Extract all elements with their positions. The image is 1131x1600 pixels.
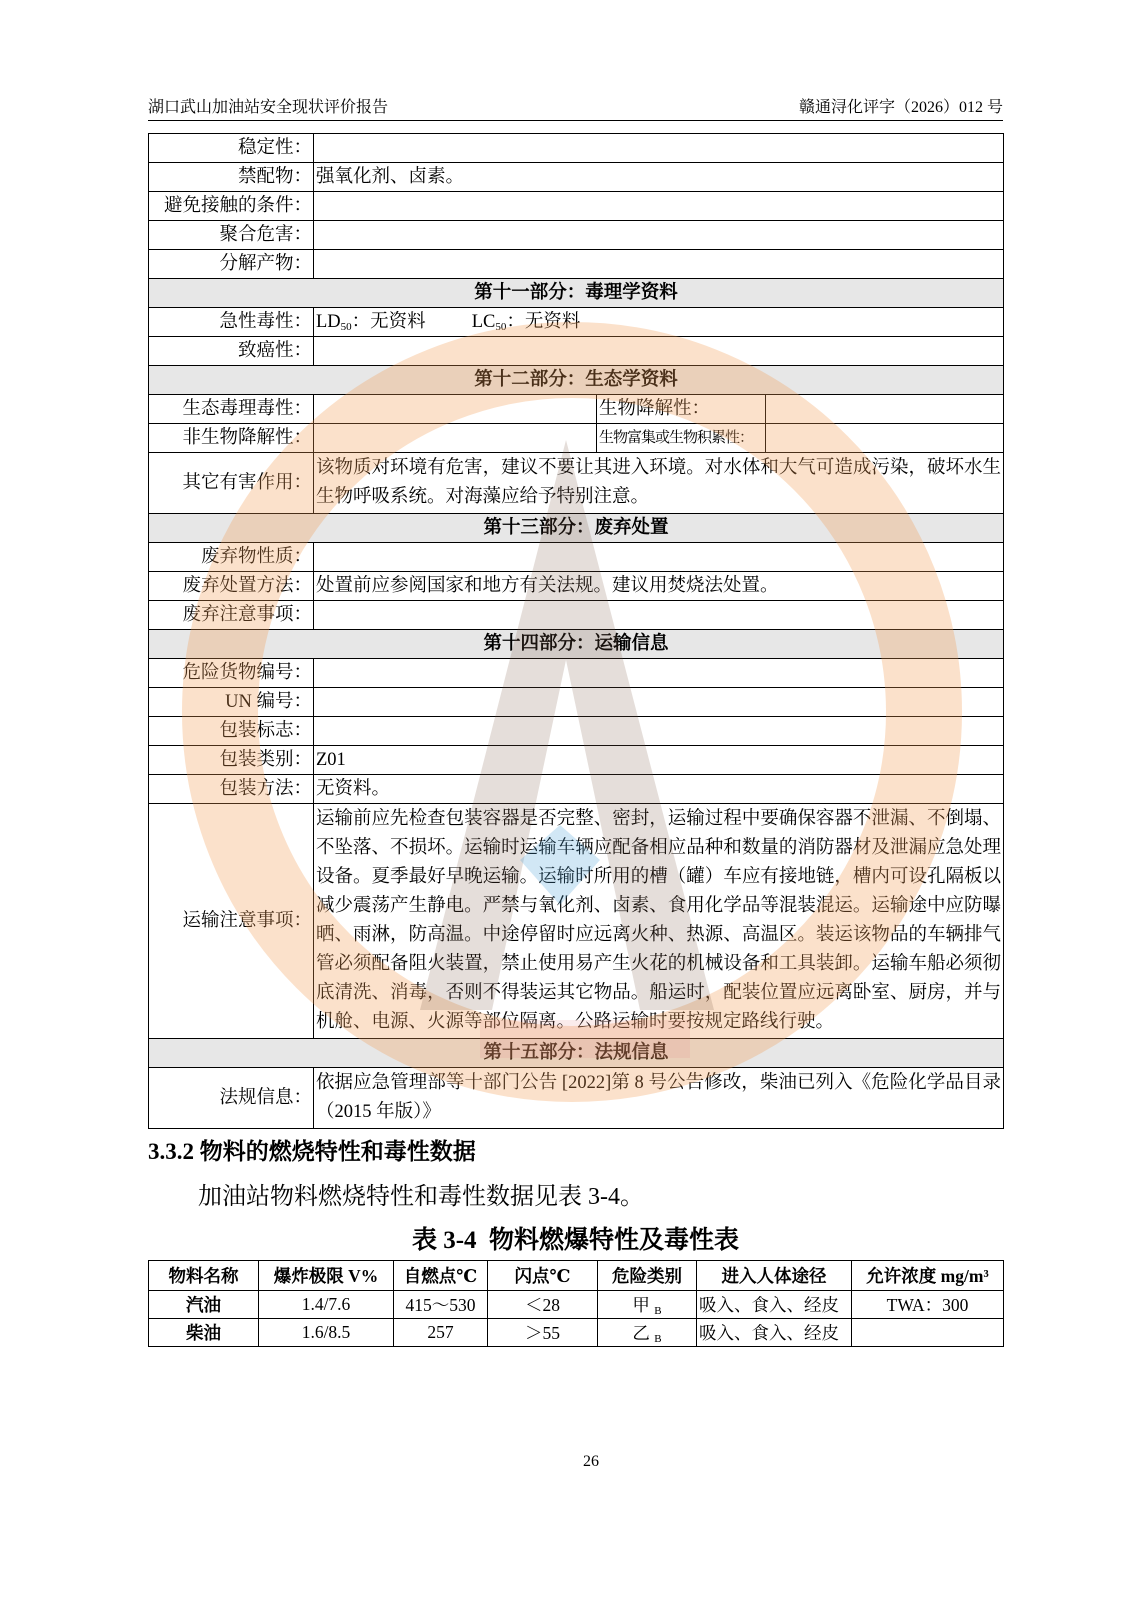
packaging-group-value: Z01	[314, 746, 1004, 775]
stability-label: 稳定性：	[149, 134, 314, 163]
hazard-class-letter: 甲	[632, 1295, 650, 1315]
table-row	[149, 134, 1004, 163]
acute-toxicity-value	[314, 308, 1004, 337]
disposal-method-label: 废弃处置方法：	[149, 572, 314, 601]
table-row	[149, 395, 1004, 424]
col-header-exposure-routes: 进入人体途径	[697, 1261, 852, 1291]
table-row	[149, 717, 1004, 746]
allowable-concentration	[852, 1319, 1004, 1347]
table-row	[149, 601, 1004, 630]
section-11-heading: 第十一部分：毒理学资料	[149, 279, 1004, 308]
exposure-routes: 吸入、食入、经皮	[697, 1291, 852, 1319]
material-name: 汽油	[149, 1291, 259, 1319]
disposal-notes-value	[314, 601, 1004, 630]
table-row	[149, 543, 1004, 572]
report-title: 湖口武山加油站安全现状评价报告	[148, 99, 389, 116]
decomposition-products-label: 分解产物：	[149, 250, 314, 279]
other-effects-label: 其它有害作用：	[149, 453, 314, 514]
stability-value	[314, 134, 1004, 163]
ecotoxicity-label: 生态毒理毒性：	[149, 395, 314, 424]
table-row	[149, 688, 1004, 717]
non-biodegradability-value	[314, 424, 597, 453]
decomposition-products-value	[314, 250, 1004, 279]
section-row	[149, 514, 1004, 543]
table-header-row	[149, 1261, 1004, 1291]
table-row	[149, 572, 1004, 601]
table-row	[149, 1068, 1004, 1129]
table-3-4	[148, 1260, 1004, 1347]
table-caption: 表 3-4 物料燃爆特性及毒性表	[411, 1227, 740, 1254]
carcinogenicity-label: 致癌性：	[149, 337, 314, 366]
lc-value: ：无资料	[506, 311, 581, 332]
table-row	[149, 308, 1004, 337]
waste-nature-value	[314, 543, 1004, 572]
table-row	[149, 453, 1004, 514]
section-12-heading: 第十二部分：生态学资料	[149, 366, 1004, 395]
col-header-hazard-class: 危险类别	[598, 1261, 697, 1291]
carcinogenicity-value	[314, 337, 1004, 366]
non-biodegradability-label: 非生物降解性：	[149, 424, 314, 453]
packaging-group-label: 包装类别：	[149, 746, 314, 775]
disposal-method-value: 处置前应参阅国家和地方有关法规。建议用焚烧法处置。	[314, 572, 1004, 601]
packaging-mark-value	[314, 717, 1004, 746]
flash-point: ＞55	[488, 1319, 598, 1347]
col-header-material: 物料名称	[149, 1261, 259, 1291]
explosion-limit: 1.4/7.6	[259, 1291, 394, 1319]
lc-name: LC	[471, 311, 496, 332]
running-header	[148, 97, 1003, 121]
explosion-limit: 1.6/8.5	[259, 1319, 394, 1347]
ld-value: ：无资料	[351, 311, 426, 332]
table-row	[149, 659, 1004, 688]
table-row	[149, 804, 1004, 1039]
dangerous-goods-no-value	[314, 659, 1004, 688]
table-row	[149, 746, 1004, 775]
msds-table	[148, 133, 1004, 1129]
col-header-explosion-limit: 爆炸极限 V%	[259, 1261, 394, 1291]
flash-point: ＜28	[488, 1291, 598, 1319]
intro-paragraph: 加油站物料燃烧特性和毒性数据见表 3-4。	[198, 1184, 644, 1210]
section-15-heading: 第十五部分：法规信息	[149, 1039, 1004, 1068]
ld50-entry	[316, 312, 426, 332]
hazard-class-letter: 乙	[632, 1323, 650, 1343]
autoignition-point: 257	[394, 1319, 488, 1347]
biodegradability-label: 生物降解性：	[597, 395, 766, 424]
hazard-class-subscript: B	[654, 1305, 662, 1317]
polymerization-hazard-value	[314, 221, 1004, 250]
section-13-heading: 第十三部分：废弃处置	[149, 514, 1004, 543]
hazard-class	[598, 1291, 697, 1319]
table-row	[149, 221, 1004, 250]
report-number: 赣通浔化评字（2026）012 号	[798, 99, 1003, 116]
packaging-method-value: 无资料。	[314, 775, 1004, 804]
ld-subscript: 50	[340, 320, 352, 333]
disposal-notes-label: 废弃注意事项：	[149, 601, 314, 630]
col-header-autoignition: 自燃点℃	[394, 1261, 488, 1291]
avoid-conditions-value	[314, 192, 1004, 221]
col-header-allowable: 允许浓度 mg/m³	[852, 1261, 1004, 1291]
table-row	[149, 424, 1004, 453]
un-no-label: UN 编号：	[149, 688, 314, 717]
ecotoxicity-value	[314, 395, 597, 424]
exposure-routes: 吸入、食入、经皮	[697, 1319, 852, 1347]
table-row	[149, 192, 1004, 221]
section-heading: 3.3.2 物料的燃烧特性和毒性数据	[148, 1139, 476, 1164]
allowable-concentration: TWA：300	[852, 1291, 1004, 1319]
avoid-conditions-label: 避免接触的条件：	[149, 192, 314, 221]
bioaccumulation-value	[766, 424, 1004, 453]
table-row	[149, 1291, 1004, 1319]
table-row	[149, 337, 1004, 366]
incompatible-label: 禁配物：	[149, 163, 314, 192]
biodegradability-value	[766, 395, 1004, 424]
regulations-label: 法规信息：	[149, 1068, 314, 1129]
bioaccumulation-label: 生物富集或生物积累性：	[597, 424, 766, 453]
lc-subscript: 50	[495, 320, 507, 333]
table-row	[149, 775, 1004, 804]
section-row	[149, 630, 1004, 659]
autoignition-point: 415～530	[394, 1291, 488, 1319]
section-14-heading: 第十四部分：运输信息	[149, 630, 1004, 659]
table-row	[149, 250, 1004, 279]
transport-notes-label: 运输注意事项：	[149, 804, 314, 1039]
regulations-value: 依据应急管理部等十部门公告 [2022]第 8 号公告修改，柴油已列入《危险化学品目录（2015 年版）》	[314, 1068, 1004, 1129]
table-row	[149, 163, 1004, 192]
dangerous-goods-no-label: 危险货物编号：	[149, 659, 314, 688]
ld-name: LD	[316, 311, 341, 332]
incompatible-value: 强氧化剂、卤素。	[314, 163, 1004, 192]
packaging-mark-label: 包装标志：	[149, 717, 314, 746]
page-number: 26	[583, 1453, 599, 1470]
hazard-class	[598, 1319, 697, 1347]
waste-nature-label: 废弃物性质：	[149, 543, 314, 572]
hazard-class-subscript: B	[654, 1333, 662, 1345]
section-row	[149, 366, 1004, 395]
polymerization-hazard-label: 聚合危害：	[149, 221, 314, 250]
transport-notes-value: 运输前应先检查包装容器是否完整、密封，运输过程中要确保容器不泄漏、不倒塌、不坠落、不损坏。运输时运输车辆应配备相应品种和数量的消防器材及泄漏应急处理设备。夏季最好早晚运输。运输时所用的槽（罐）车应有接地链，槽内可设孔隔板以减少震荡产生静电。严禁与氧化剂、卤素、食用化学品等混装混运。运输途中应防曝晒、雨淋，防高温。中途停留时应远离火种、热源、高温区。装运该物品的车辆排气管必须配备阻火装置，禁止使用易产生火花的机械设备和工具装卸。运输车船必须彻底清洗、消毒，否则不得装运其它物品。船运时，配装位置应远离卧室、厨房，并与机舱、电源、火源等部位隔离。公路运输时要按规定路线行驶。	[314, 804, 1004, 1039]
col-header-flash-point: 闪点℃	[488, 1261, 598, 1291]
table-row	[149, 1319, 1004, 1347]
acute-toxicity-label: 急性毒性：	[149, 308, 314, 337]
packaging-method-label: 包装方法：	[149, 775, 314, 804]
section-row	[149, 279, 1004, 308]
section-row	[149, 1039, 1004, 1068]
un-no-value	[314, 688, 1004, 717]
lc50-entry	[472, 312, 581, 332]
other-effects-value: 该物质对环境有危害，建议不要让其进入环境。对水体和大气可造成污染，破坏水生生物呼吸系统。对海藻应给予特别注意。	[314, 453, 1004, 514]
material-name: 柴油	[149, 1319, 259, 1347]
